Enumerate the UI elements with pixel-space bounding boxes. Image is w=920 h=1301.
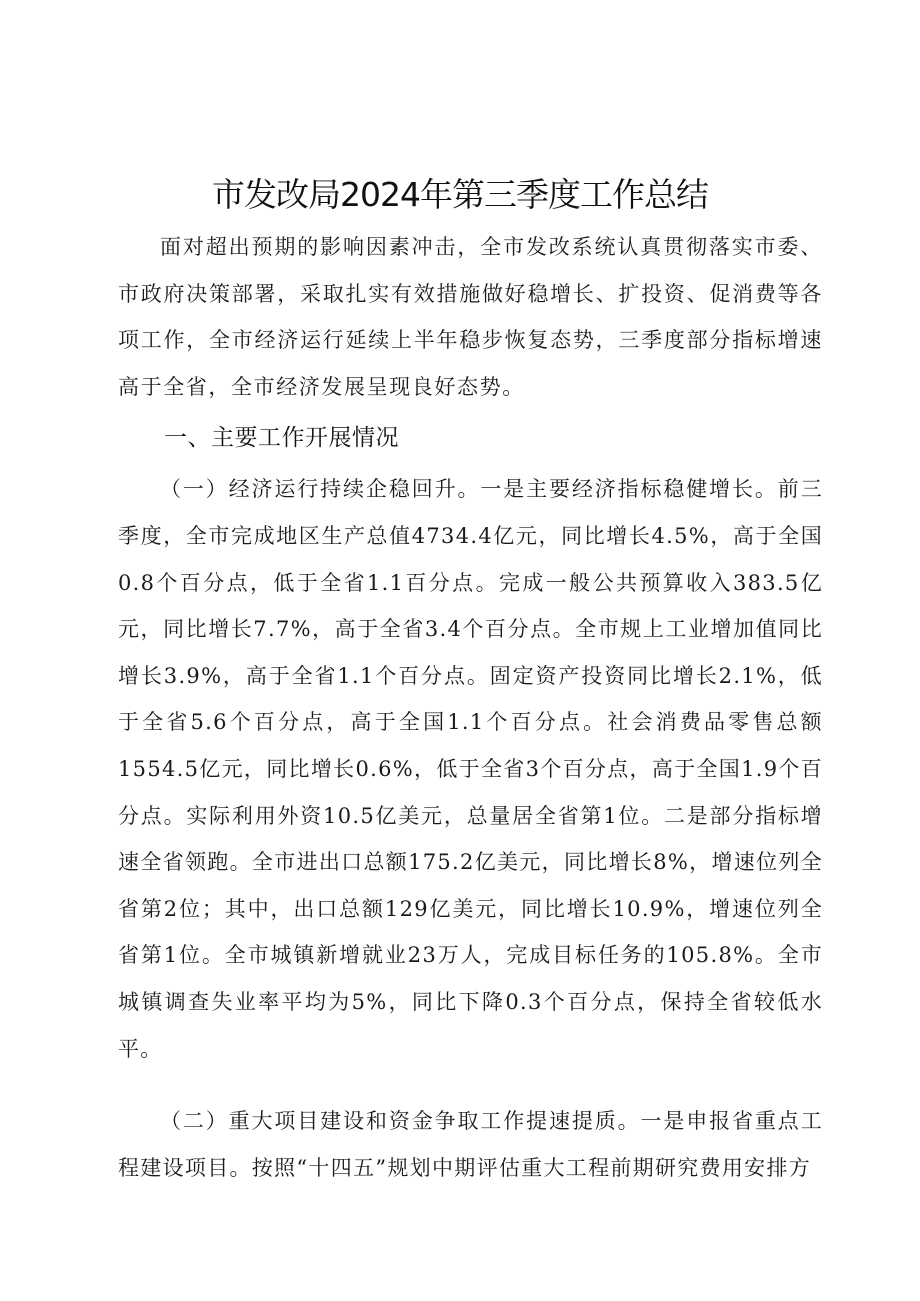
document-body <box>118 224 823 1191</box>
document-title: 市发改局2024年第三季度工作总结 <box>212 175 708 214</box>
intro-paragraph: 面对超出预期的影响因素冲击，全市发改系统认真贯彻落实市委、市政府决策部署，采取扎实有效措施做好稳增长、扩投资、促消费等各项工作，全市经济运行延续上半年稳步恢复态势，三季度部分指标增速高于全省，全市经济发展呈现良好态势。 <box>118 235 823 399</box>
body-paragraph-economy: （一）经济运行持续企稳回升。一是主要经济指标稳健增长。前三季度，全市完成地区生产总值4734.4亿元，同比增长4.5%，高于全国0.8个百分点，低于全省1.1百分点。完成一般公共预算收入383.5亿元，同比增长7.7%，高于全省3.4个百分点。全市规上工业增加值同比增长3.9%，高于全省1.1个百分点。固定资产投资同比增长2.1%，低于全省5.6个百分点，高于全国1.1个百分点。社会消费品零售总额1554.5亿元，同比增长0.6%，低于全省3个百分点，高于全国1.9个百分点。实际利用外资10.5亿美元，总量居全省第1位。二是部分指标增速全省领跑。全市进出口总额175.2亿美元，同比增长8%，增速位列全省第2位；其中，出口总额129亿美元，同比增长10.9%，增速位列全省第1位。全市城镇新增就业23万人，完成目标任务的105.8%。全市城镇调查失业率平均为5%，同比下降0.3个百分点，保持全省较低水平。 <box>118 477 823 1061</box>
body-paragraph-projects: （二）重大项目建设和资金争取工作提速提质。一是申报省重点工程建设项目。按照“十四五”规划中期评估重大工程前期研究费用安排方 <box>118 1109 823 1180</box>
section-heading: 一、主要工作开展情况 <box>164 425 399 452</box>
